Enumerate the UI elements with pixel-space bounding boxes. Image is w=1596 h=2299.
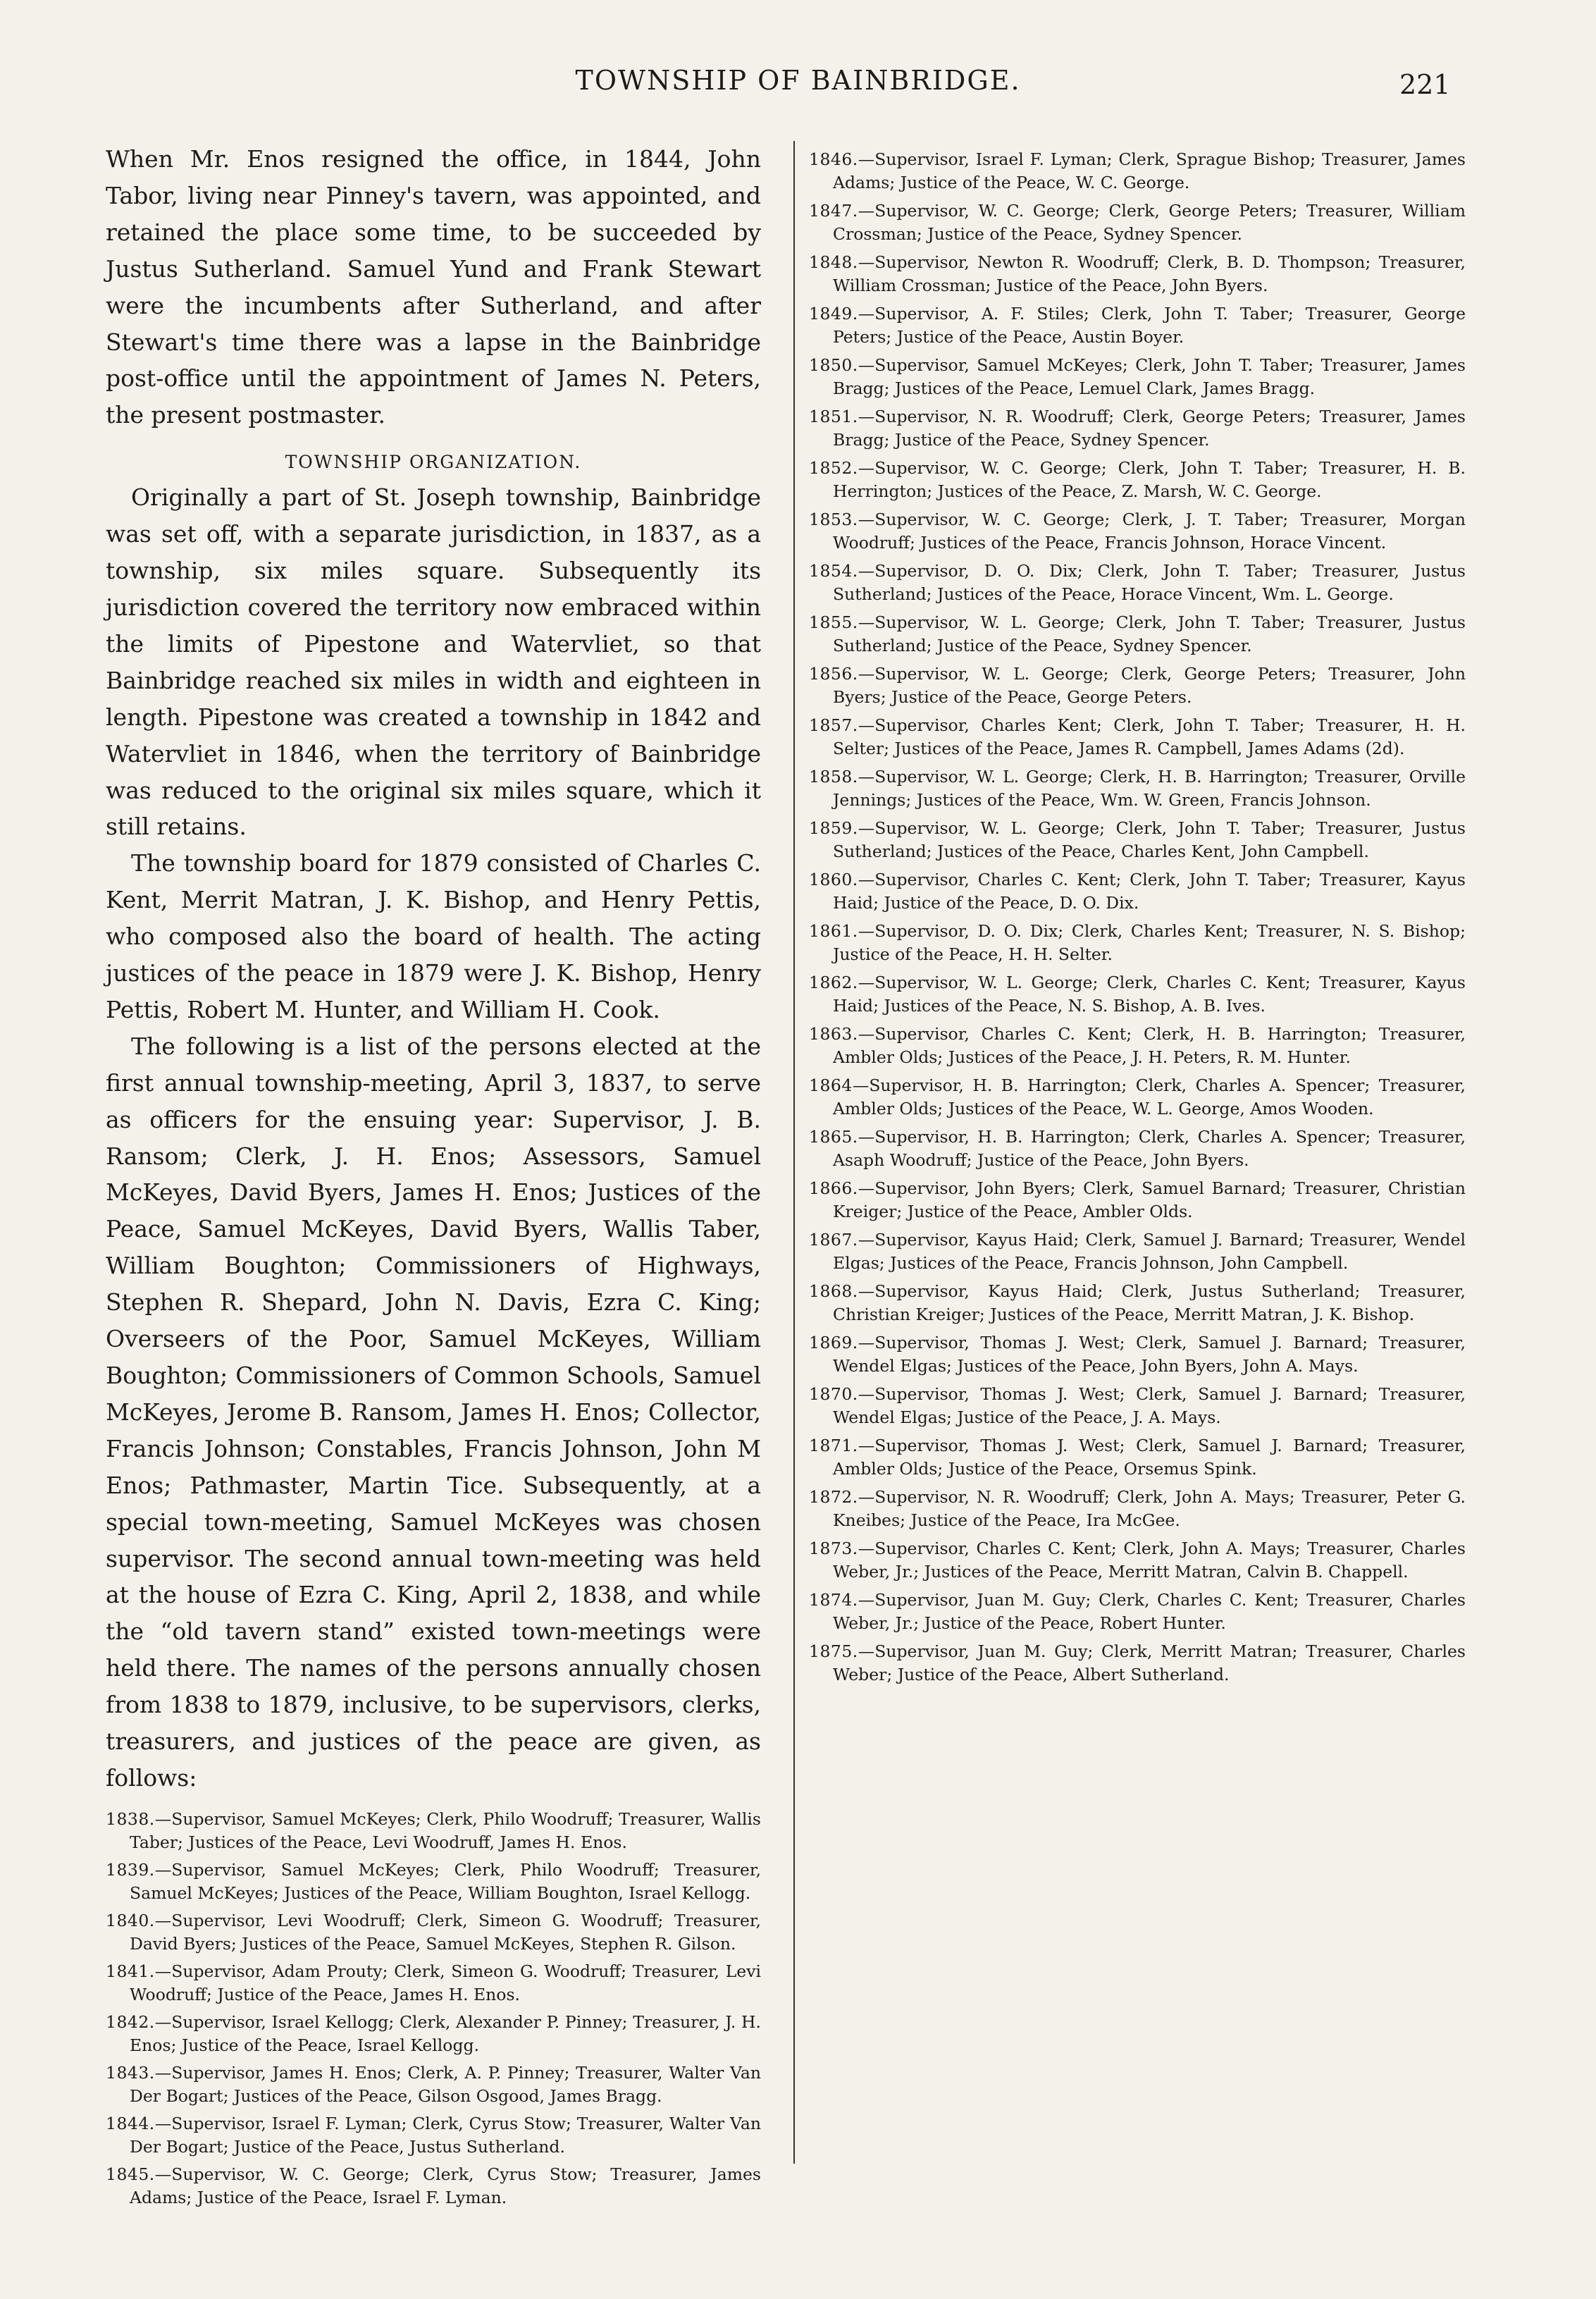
entry-year: 1867. [809,1230,858,1250]
entry-officers: —Supervisor, N. R. Woodruff; Clerk, George Peters; Treasurer, James Bragg; Justice of the Peace, Sydney Spencer. [833,407,1466,450]
entry-officers: —Supervisor, W. L. George; Clerk, George Peters; Treasurer, John Byers; Justice of the Peace, George Peters. [833,664,1466,707]
entry-officers: —Supervisor, Adam Prouty; Clerk, Simeon G. Woodruff; Treasurer, Levi Woodruff; Justice of the Peace, James H. Enos. [130,1961,761,2004]
officer-entry [809,1228,1466,1275]
entry-officers: —Supervisor, D. O. Dix; Clerk, John T. Taber; Treasurer, Justus Sutherland; Justices of the Peace, Horace Vincent, Wm. L. George. [833,561,1466,604]
entry-year: 1869. [809,1333,858,1352]
entry-officers: —Supervisor, W. C. George; Clerk, Cyrus Stow; Treasurer, James Adams; Justice of the Peace, Israel F. Lyman. [130,2164,761,2207]
entry-officers: —Supervisor, W. C. George; Clerk, J. T. Taber; Treasurer, Morgan Woodruff; Justices of the Peace, Francis Johnson, Horace Vincent. [833,510,1466,553]
entry-officers: —Supervisor, Kayus Haid; Clerk, Samuel J. Barnard; Treasurer, Wendel Elgas; Justices of the Peace, Francis Johnson, John Campbell. [833,1230,1466,1273]
officer-entry [809,457,1466,503]
officer-list-left [106,1808,761,2209]
officer-entry [809,714,1466,760]
entry-year: 1871. [809,1436,858,1455]
entry-year: 1858. [809,767,858,787]
officer-entry [809,1280,1466,1326]
entry-year: 1839. [106,1859,155,1880]
officer-entry [106,1960,761,2007]
entry-year: 1838. [106,1808,155,1829]
page-running-head: TOWNSHIP OF BAINBRIDGE. [575,65,1021,96]
entry-officers: —Supervisor, H. B. Harrington; Clerk, Charles A. Spencer; Treasurer, Asaph Woodruff; Justice of the Peace, John Byers. [833,1127,1466,1170]
entry-officers: —Supervisor, Charles C. Kent; Clerk, John T. Taber; Treasurer, Kayus Haid; Justice of the Peace, D. O. Dix. [833,870,1466,913]
entry-officers: —Supervisor, Charles Kent; Clerk, John T. Taber; Treasurer, H. H. Selter; Justices of the Peace, James R. Campbell, James Adams (2d). [833,715,1466,758]
column-divider [793,141,795,2164]
officer-entry [809,1023,1466,1069]
entry-officers: —Supervisor, Israel F. Lyman; Clerk, Cyrus Stow; Treasurer, Walter Van Der Bogart; Justice of the Peace, Justus Sutherland. [130,2113,761,2157]
entry-officers: —Supervisor, W. L. George; Clerk, John T. Taber; Treasurer, Justus Sutherland; Justices of the Peace, Charles Kent, John Campbell. [833,818,1466,861]
officer-entry [809,1331,1466,1378]
entry-officers: —Supervisor, Charles C. Kent; Clerk, H. B. Harrington; Treasurer, Ambler Olds; Justices of the Peace, J. H. Peters, R. M. Hunter. [833,1024,1466,1067]
officer-entry [809,1074,1466,1121]
officer-entry [809,920,1466,966]
officer-entry [809,508,1466,555]
officer-entry [809,765,1466,812]
entry-year: 1842. [106,2011,155,2032]
entry-officers: —Supervisor, A. F. Stiles; Clerk, John T. Taber; Treasurer, George Peters; Justice of the Peace, Austin Boyer. [833,304,1466,347]
entry-year: 1841. [106,1961,155,1981]
entry-officers: —Supervisor, Charles C. Kent; Clerk, John A. Mays; Treasurer, Charles Weber, Jr.; Justices of the Peace, Merritt Matran, Calvin B. Chappell. [833,1539,1466,1582]
entry-officers: —Supervisor, Samuel McKeyes; Clerk, John T. Taber; Treasurer, James Bragg; Justices of the Peace, Lemuel Clark, James Bragg. [833,355,1466,398]
officer-entry [809,611,1466,658]
entry-year: 1861. [809,921,858,941]
section-heading: TOWNSHIP ORGANIZATION. [285,452,582,473]
entry-officers: —Supervisor, Samuel McKeyes; Clerk, Philo Woodruff; Treasurer, Samuel McKeyes; Justices of the Peace, William Boughton, Israel Kellogg. [130,1859,761,1903]
officer-entry [809,1640,1466,1687]
officer-entry [809,251,1466,297]
entry-year: 1874. [809,1590,858,1610]
entry-officers: —Supervisor, W. L. George; Clerk, Charles C. Kent; Treasurer, Kayus Haid; Justices of the Peace, N. S. Bishop, A. B. Ives. [833,973,1466,1016]
entry-officers: —Supervisor, D. O. Dix; Clerk, Charles Kent; Treasurer, N. S. Bishop; Justice of the Peace, H. H. Selter. [833,921,1466,964]
entry-year: 1856. [809,664,858,684]
entry-officers: —Supervisor, Israel Kellogg; Clerk, Alexander P. Pinney; Treasurer, J. H. Enos; Justice of the Peace, Israel Kellogg. [130,2011,761,2055]
officer-entry [106,1808,761,1854]
entry-year: 1865. [809,1127,858,1147]
officer-entry [809,817,1466,863]
entry-year: 1862. [809,973,858,992]
officer-entry [809,1177,1466,1224]
officer-entry [106,2061,761,2108]
entry-year: 1868. [809,1281,858,1301]
officer-entry [106,2112,761,2159]
entry-year: 1847. [809,201,858,221]
entry-officers: —Supervisor, Levi Woodruff; Clerk, Simeon G. Woodruff; Treasurer, David Byers; Justices of the Peace, Samuel McKeyes, Stephen R. Gilson. [130,1910,761,1954]
entry-officers: —Supervisor, Juan M. Guy; Clerk, Charles C. Kent; Treasurer, Charles Weber, Jr.; Justice of the Peace, Robert Hunter. [833,1590,1466,1633]
entry-year: 1870. [809,1384,858,1404]
left-column [106,141,761,2214]
entry-officers: —Supervisor, Juan M. Guy; Clerk, Merritt Matran; Treasurer, Charles Weber; Justice of the Peace, Albert Sutherland. [833,1641,1466,1684]
officer-entry [106,1859,761,1905]
officer-entry [809,405,1466,452]
officer-entry [809,560,1466,606]
entry-officers: —Supervisor, Samuel McKeyes; Clerk, Philo Woodruff; Treasurer, Wallis Taber; Justices of the Peace, Levi Woodruff, James H. Enos. [130,1808,761,1852]
officer-entry [809,1486,1466,1532]
entry-year: 1855. [809,612,858,632]
entry-year: 1843. [106,2062,155,2083]
intro-paragraph: When Mr. Enos resigned the office, in 1844, John Tabor, living near Pinney's tavern, was appointed, and retained the place some time, to be succeeded by Justus Sutherland. Samuel Yund and Frank Stewart were the incumbents after Sutherland, and after Stewart's time there was a lapse in the Bainbridge post-office until the appointment of James N. Peters, the present postmaster. [106,145,761,429]
entry-year: 1849. [809,304,858,323]
entry-officers: —Supervisor, Thomas J. West; Clerk, Samuel J. Barnard; Treasurer, Ambler Olds; Justice of the Peace, Orsemus Spink. [833,1436,1466,1479]
entry-officers: —Supervisor, Thomas J. West; Clerk, Samuel J. Barnard; Treasurer, Wendel Elgas; Justice of the Peace, J. A. Mays. [833,1384,1466,1427]
entry-year: 1854. [809,561,858,581]
officer-entry [809,1383,1466,1429]
entry-officers: —Supervisor, W. L. George; Clerk, John T. Taber; Treasurer, Justus Sutherland; Justice of the Peace, Sydney Spencer. [833,612,1466,655]
entry-year: 1853. [809,510,858,529]
entry-year: 1848. [809,252,858,272]
entry-officers: —Supervisor, James H. Enos; Clerk, A. P. Pinney; Treasurer, Walter Van Der Bogart; Justices of the Peace, Gilson Osgood, James Bragg. [130,2062,761,2106]
entry-year: 1860. [809,870,858,889]
body-paragraph: Originally a part of St. Joseph township, Bainbridge was set off, with a separate jurisdiction, in 1837, as a township, six miles square. Subsequently its jurisdiction covered the territory now embraced within the limits of Pipestone and Watervliet, so that Bainbridge reached six miles in width and eighteen in length. Pipestone was created a township in 1842 and Watervliet in 1846, when the territory of Bainbridge was reduced to the original six miles square, which it still retains. [106,483,761,841]
entry-year: 1857. [809,715,858,735]
entry-officers: —Supervisor, Kayus Haid; Clerk, Justus Sutherland; Treasurer, Christian Kreiger; Justices of the Peace, Merritt Matran, J. K. Bishop. [833,1281,1466,1324]
entry-officers: —Supervisor, John Byers; Clerk, Samuel Barnard; Treasurer, Christian Kreiger; Justice of the Peace, Ambler Olds. [833,1178,1466,1221]
officer-entry [106,1909,761,1956]
officer-entry [809,662,1466,709]
entry-officers: —Supervisor, H. B. Harrington; Clerk, Charles A. Spencer; Treasurer, Ambler Olds; Justices of the Peace, W. L. George, Amos Wooden. [833,1075,1466,1118]
entry-officers: —Supervisor, Israel F. Lyman; Clerk, Sprague Bishop; Treasurer, James Adams; Justice of the Peace, W. C. George. [833,149,1466,192]
officer-entry [809,868,1466,915]
entry-year: 1850. [809,355,858,375]
officer-entry [809,1126,1466,1172]
officer-entry [809,148,1466,195]
entry-officers: —Supervisor, W. C. George; Clerk, George Peters; Treasurer, William Crossman; Justice of the Peace, Sydney Spencer. [833,201,1466,244]
entry-year: 1866. [809,1178,858,1198]
entry-year: 1873. [809,1539,858,1558]
officer-entry [809,302,1466,349]
officer-entry [809,1434,1466,1481]
entry-year: 1859. [809,818,858,838]
officer-entry [106,2163,761,2209]
officer-entry [809,1589,1466,1635]
entry-officers: —Supervisor, W. L. George; Clerk, H. B. Harrington; Treasurer, Orville Jennings; Justices of the Peace, Wm. W. Green, Francis Johnson. [833,767,1466,810]
officer-entry [106,2011,761,2057]
body-paragraph: The following is a list of the persons elected at the first annual township-meeting, April 3, 1837, to serve as officers for the ensuing year: Supervisor, J. B. Ransom; Clerk, J. H. Enos; Assessors, Samuel McKeyes, David Byers, James H. Enos; Justices of the Peace, Samuel McKeyes, David Byers, Wallis Taber, William Boughton; Commissioners of Highways, Stephen R. Shepard, John N. Davis, Ezra C. King; Overseers of the Poor, Samuel McKeyes, William Boughton; Commissioners of Common Schools, Samuel McKeyes, Jerome B. Ransom, James H. Enos; Collector, Francis Johnson; Constables, Francis Johnson, John M Enos; Pathmaster, Martin Tice. Subsequently, at a special town-meeting, Samuel McKeyes was chosen supervisor. The second annual town-meeting was held at the house of Ezra C. King, April 2, 1838, and while the “old tavern stand” existed town-meetings were held there. The names of the persons annually chosen from 1838 to 1879, inclusive, to be supervisors, clerks, treasurers, and justices of the peace are given, as follows: [106,1032,761,1792]
body-paragraph: The township board for 1879 consisted of Charles C. Kent, Merrit Matran, J. K. Bishop, and Henry Pettis, who composed also the board of health. The acting justices of the peace in 1879 were J. K. Bishop, Henry Pettis, Robert M. Hunter, and William H. Cook. [106,849,761,1023]
entry-year: 1845. [106,2164,155,2184]
entry-year: 1852. [809,458,858,478]
entry-year: 1840. [106,1910,155,1930]
entry-officers: —Supervisor, W. C. George; Clerk, John T. Taber; Treasurer, H. B. Herrington; Justices of the Peace, Z. Marsh, W. C. George. [833,458,1466,501]
officer-entry [809,971,1466,1018]
entry-officers: —Supervisor, Thomas J. West; Clerk, Samuel J. Barnard; Treasurer, Wendel Elgas; Justices of the Peace, John Byers, John A. Mays. [833,1333,1466,1376]
officer-entry [809,354,1466,400]
entry-year: 1844. [106,2113,155,2133]
entry-year: 1875. [809,1641,858,1661]
entry-year: 1846. [809,149,858,169]
officer-entry [809,1537,1466,1584]
officer-entry [809,199,1466,246]
entry-year: 1872. [809,1487,858,1507]
entry-year: 1864 [809,1075,853,1095]
entry-officers: —Supervisor, Newton R. Woodruff; Clerk, B. D. Thompson; Treasurer, William Crossman; Justice of the Peace, John Byers. [833,252,1466,295]
entry-year: 1863. [809,1024,858,1044]
officer-list-right [809,148,1466,1691]
entry-year: 1851. [809,407,858,426]
page-number: 221 [1399,69,1451,100]
entry-officers: —Supervisor, N. R. Woodruff; Clerk, John A. Mays; Treasurer, Peter G. Kneibes; Justice of the Peace, Ira McGee. [833,1487,1466,1530]
